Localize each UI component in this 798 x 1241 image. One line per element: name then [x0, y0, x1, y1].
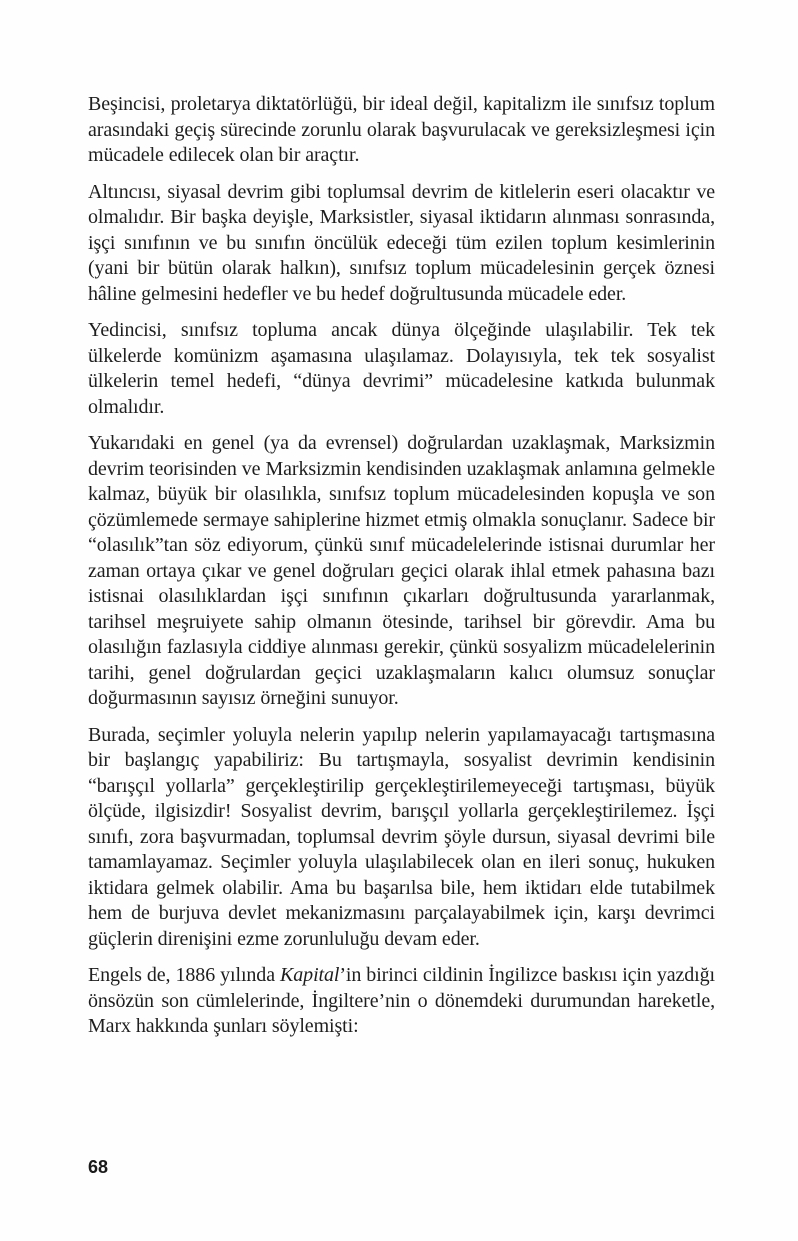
paragraph-altincisi: Altıncısı, siyasal devrim gibi toplumsal devrim de kitlelerin eseri olacaktır ve olmalıdır. Bir başka deyişle, Marksistler, siyasal iktidarın alınması sonrasında, işçi sınıfının ve bu sınıfın öncülük edeceği tüm ezilen toplum kesimlerinin (yani bir bütün olarak halkın), sınıfsız toplum mücadelesinin gerçek öznesi hâline gelmesini hedefler ve bu hedef doğrultusunda mücadele eder.	[88, 180, 715, 305]
paragraph-besincisi: Beşincisi, proletarya diktatörlüğü, bir ideal değil, kapitalizm ile sınıfsız toplum arasındaki geçiş sürecinde zorunlu olarak başvurulacak ve gereksizleşmesi için mücadele edilecek olan bir araçtır.	[88, 93, 715, 166]
paragraph-yedincisi: Yedincisi, sınıfsız topluma ancak dünya ölçeğinde ulaşılabilir. Tek tek ülkelerde komünizm aşamasına ulaşılamaz. Dolayısıyla, tek tek sosyalist ülkelerin temel hedefi, “dünya devrimi” mücadelesine katkıda bulunmak olmalıdır.	[88, 319, 715, 418]
paragraph-engels	[88, 963, 715, 1040]
engels-text-pre: Engels de, 1886 yılında	[88, 964, 281, 986]
page-number: 68	[88, 1157, 109, 1177]
kapital-book-title: Kapital	[280, 964, 340, 986]
engels-text-post: ’in birinci cildinin İngilizce baskısı için yazdığı önsözün son cümlelerinde, İngiltere’nin o dönemdeki durumundan hareketle, Marx hakkında şunları söylemişti:	[88, 964, 715, 1037]
text-column	[88, 92, 715, 1040]
paragraph-secimler: Burada, seçimler yoluyla nelerin yapılıp nelerin yapılamayacağı tartışmasına bir başlangıç yapabiliriz: Bu tartışmayla, sosyalist devrimin kendisinin “barışçıl yollarla” gerçekleştirilip gerçekleştirilemeyeceği tartışması, büyük ölçüde, ilgisizdir! Sosyalist devrim, barışçıl yollarla gerçekleştirilemez. İşçi sınıfı, zora başvurmadan, toplumsal devrim şöyle dursun, siyasal devrimi bile tamamlayamaz. Seçimler yoluyla ulaşılabilecek olan en ileri sonuç, hukuken iktidara gelmek olabilir. Ama bu başarılsa bile, hem iktidarı elde tutabilmek hem de burjuva devlet mekanizmasını parçalayabilmek için, karşı devrimci güçlerin direnişini ezme zorunluluğu devam eder.	[88, 723, 715, 950]
paragraph-genel-dogrular: Yukarıdaki en genel (ya da evrensel) doğrulardan uzaklaşmak, Marksizmin devrim teorisinden ve Marksizmin kendisinden uzaklaşmak anlamına gelmekle kalmaz, büyük bir olasılıkla, sınıfsız toplum mücadelesinden kopuşla ve son çözümlemede sermaye sahiplerine hizmet etmiş olmakla sonuçlanır. Sadece bir “olasılık”tan söz ediyorum, çünkü sınıf mücadelelerinde istisnai durumlar her zaman ortaya çıkar ve genel doğruları geçici olarak ihlal etmek pahasına bazı istisnai olasılıklardan işçi sınıfının çıkarları doğrultusunda yararlanmak, tarihsel meşruiyete sahip olmanın ötesinde, tarihsel bir görevdir. Ama bu olasılığın fazlasıyla ciddiye alınması gerekir, çünkü sosyalizm mücadelelerinin tarihi, genel doğrulardan geçici uzaklaşmaların kalıcı olumsuz sonuçlar doğurmasının sayısız örneğini sunuyor.	[88, 432, 715, 709]
